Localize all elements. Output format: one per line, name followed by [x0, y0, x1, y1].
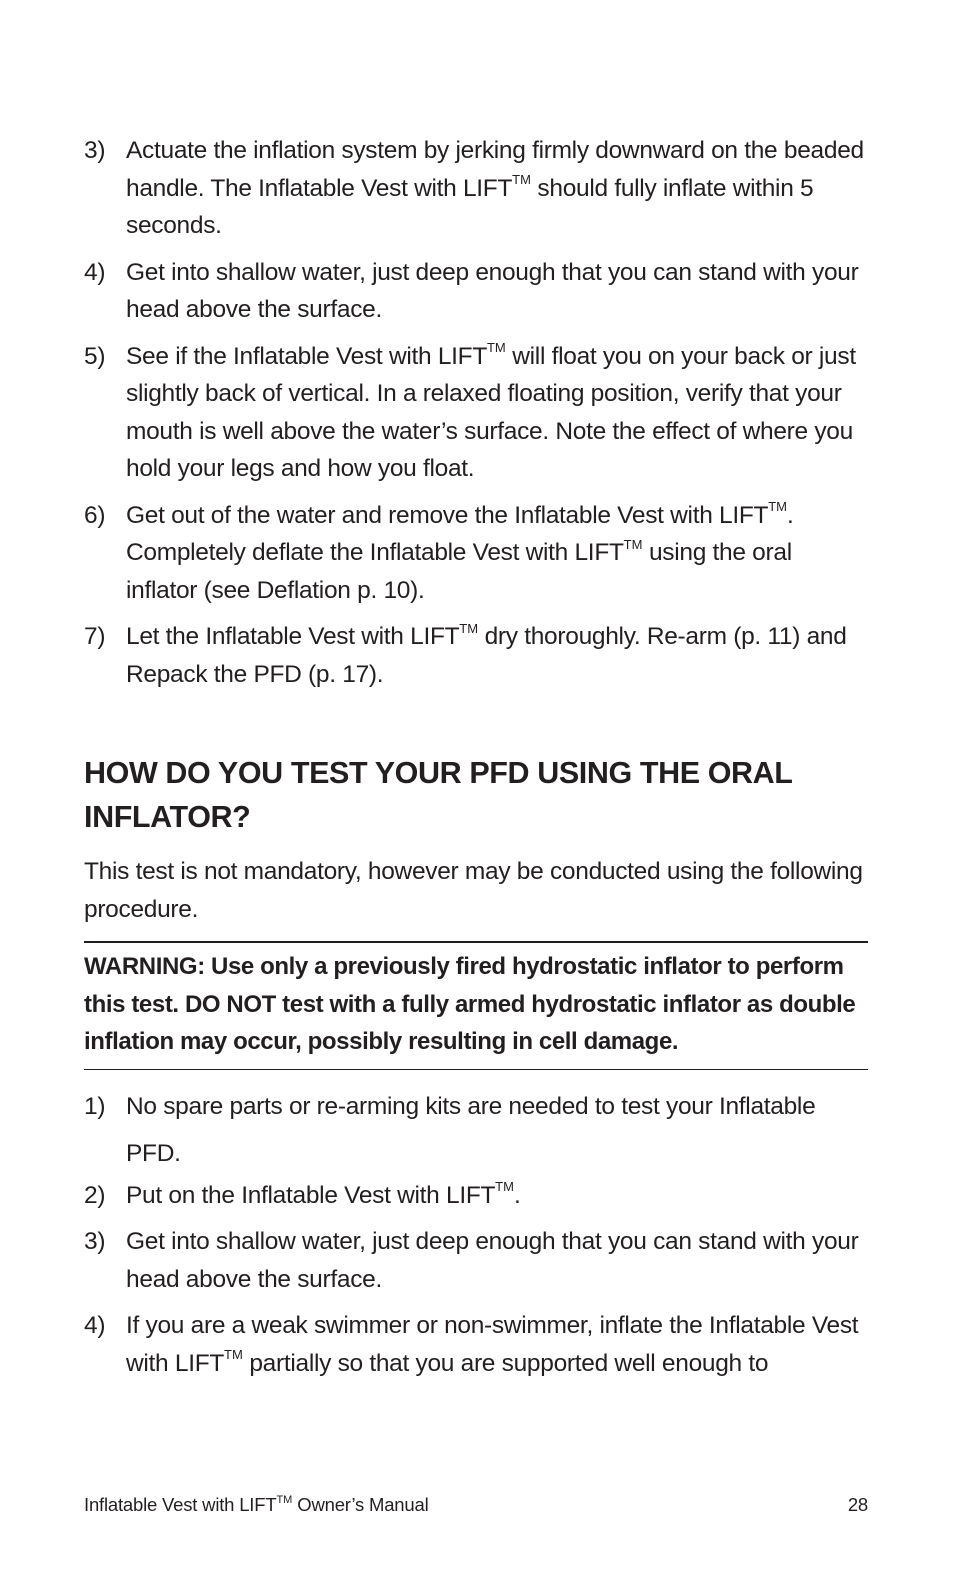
step-text: Actuate the inflation system by jerking firmly downward on the beaded handle. The Inflatable Vest with LIFT™ should fully inflate within 5 seconds. — [126, 137, 864, 239]
step-text: Put on the Inflatable Vest with LIFT™. — [126, 1179, 521, 1209]
section-intro: This test is not mandatory, however may be conducted using the following procedure. — [84, 858, 863, 923]
step-number: 6) — [84, 501, 106, 529]
trademark-mark: TM — [224, 1347, 243, 1363]
step-number: 5) — [84, 342, 106, 370]
list-item-step-7 — [84, 618, 868, 693]
list-item-step-4 — [84, 254, 868, 329]
manual-page — [84, 132, 868, 1391]
footer-title: Inflatable Vest with LIFT™ Owner’s Manual — [84, 1493, 429, 1515]
trademark-mark: TM — [623, 536, 643, 552]
trademark-mark: TM — [495, 1179, 514, 1195]
list-item-step-2 — [84, 1177, 868, 1215]
list-item-step-3 — [84, 132, 868, 245]
step-text: Get into shallow water, just deep enough that you can stand with your head above the surface. — [126, 1228, 859, 1293]
list-item-step-6 — [84, 497, 868, 610]
page-footer — [84, 1492, 868, 1518]
trademark-mark: TM — [486, 340, 506, 356]
step-text: If you are a weak swimmer or non-swimmer, inflate the Inflatable Vest with LIFT™ partially so that you are supported well enough to — [126, 1312, 859, 1377]
list-item-step-4b — [84, 1307, 868, 1382]
step-number: 2) — [84, 1181, 106, 1209]
step-number: 3) — [84, 1228, 106, 1255]
step-text: No spare parts or re-arming kits are needed to test your Inflatable PFD. — [126, 1092, 816, 1167]
list-item-step-5 — [84, 338, 868, 488]
step-text: Get into shallow water, just deep enough that you can stand with your head above the surface. — [126, 258, 859, 323]
trademark-mark: TM — [512, 172, 531, 188]
section-heading: HOW DO YOU TEST YOUR PFD USING THE ORAL INFLATOR? — [84, 756, 792, 834]
step-number: 1) — [84, 1092, 106, 1120]
list-item-step-1 — [84, 1083, 868, 1177]
step-number: 3) — [84, 137, 106, 164]
page-number: 28 — [847, 1494, 868, 1515]
step-number: 4) — [84, 258, 106, 286]
step-number: 4) — [84, 1312, 106, 1339]
step-text: See if the Inflatable Vest with LIFT™ will float you on your back or just slightly back of vertical. In a relaxed floating position, verify that your mouth is well above the water’s surface. Note the effect of where you hold your legs and how you float. — [126, 340, 856, 482]
list-item-step-3b — [84, 1223, 868, 1298]
warning-box: WARNING: Use only a previously fired hydrostatic inflator to perform this test. DO NOT test with a fully armed hydrostatic inflator as double inflation may occur, possibly resulting in cell damage. — [84, 941, 868, 1070]
step-text: Let the Inflatable Vest with LIFT™ dry thoroughly. Re-arm (p. 11) and Repack the PFD (p. 17). — [126, 620, 847, 688]
step-number: 7) — [84, 623, 106, 650]
trademark-mark: TM — [768, 499, 787, 515]
trademark-mark: TM — [459, 620, 479, 636]
step-text: Get out of the water and remove the Inflatable Vest with LIFT™. Completely deflate the Inflatable Vest with LIFT™ using the oral inflator (see Deflation p. 10). — [126, 499, 794, 604]
trademark-mark: TM — [276, 1493, 293, 1506]
